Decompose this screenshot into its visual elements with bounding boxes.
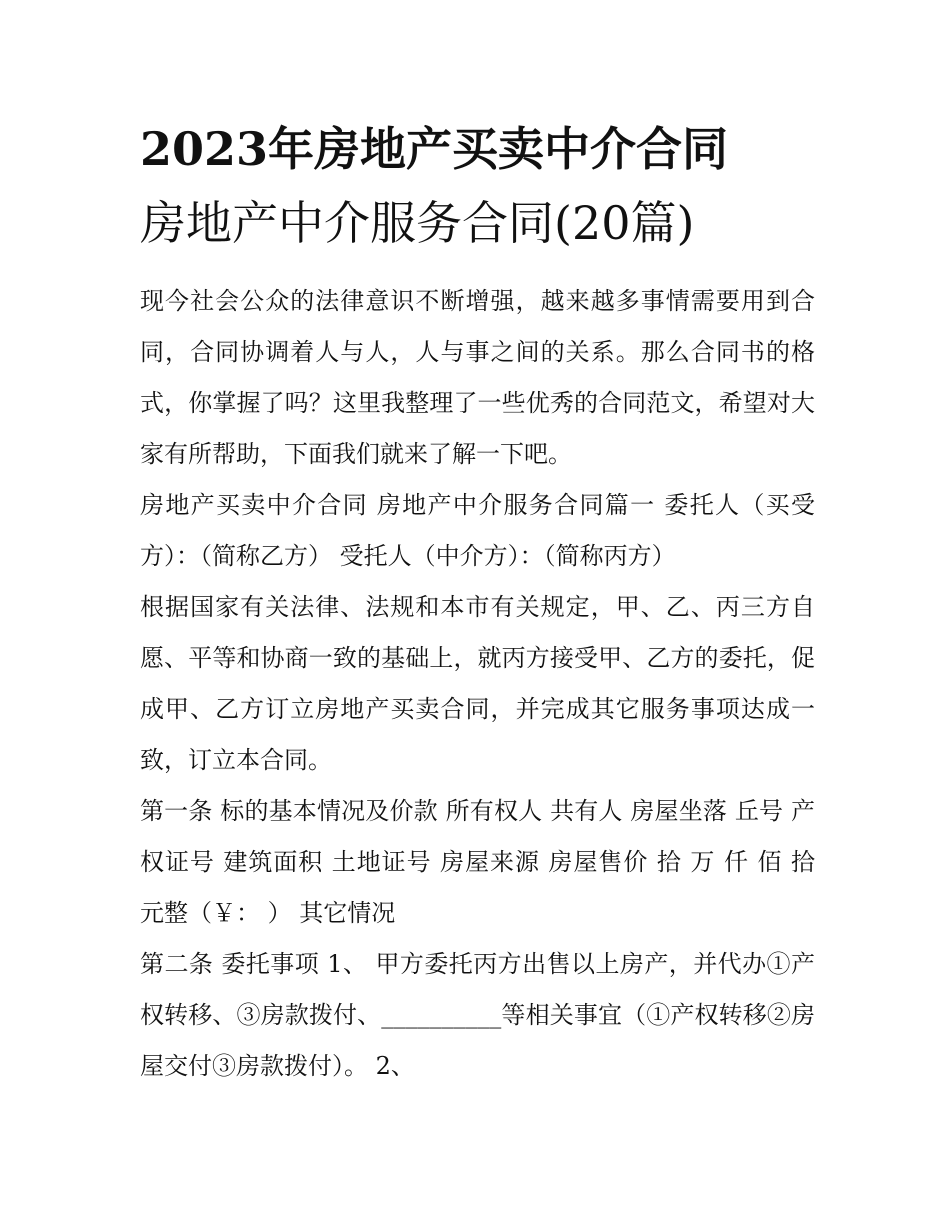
title-line-2: 房地产中介服务合同(20篇) [140, 196, 695, 250]
document-body [140, 276, 815, 1092]
parties-paragraph: 房地产买卖中介合同 房地产中介服务合同篇一 委托人（买受方）：（简称乙方） 受托人（中介方）：（简称丙方） [140, 491, 815, 570]
document-title [140, 112, 820, 260]
intro-paragraph: 现今社会公众的法律意识不断增强，越来越多事情需要用到合同，合同协调着人与人，人与事之间的关系。那么合同书的格式，你掌握了吗？这里我整理了一些优秀的合同范文，希望对大家有所帮助，下面我们就来了解一下吧。 [140, 287, 815, 468]
article-2-paragraph: 第二条 委托事项 1、 甲方委托丙方出售以上房产，并代办①产权转移、③房款拨付、__________等相关事宜（①产权转移②房屋交付③房款拨付）。 2、 [140, 950, 815, 1080]
basis-paragraph: 根据国家有关法律、法规和本市有关规定，甲、乙、丙三方自愿、平等和协商一致的基础上，就丙方接受甲、乙方的委托，促成甲、乙方订立房地产买卖合同，并完成其它服务事项达成一致，订立本合同。 [140, 593, 815, 774]
title-line-1: 2023年房地产买卖中介合同 [140, 122, 729, 176]
article-1-paragraph: 第一条 标的基本情况及价款 所有权人 共有人 房屋坐落 丘号 产权证号 建筑面积 土地证号 房屋来源 房屋售价 拾 万 仟 佰 拾 元整（￥： ） 其它情况 [140, 797, 815, 927]
